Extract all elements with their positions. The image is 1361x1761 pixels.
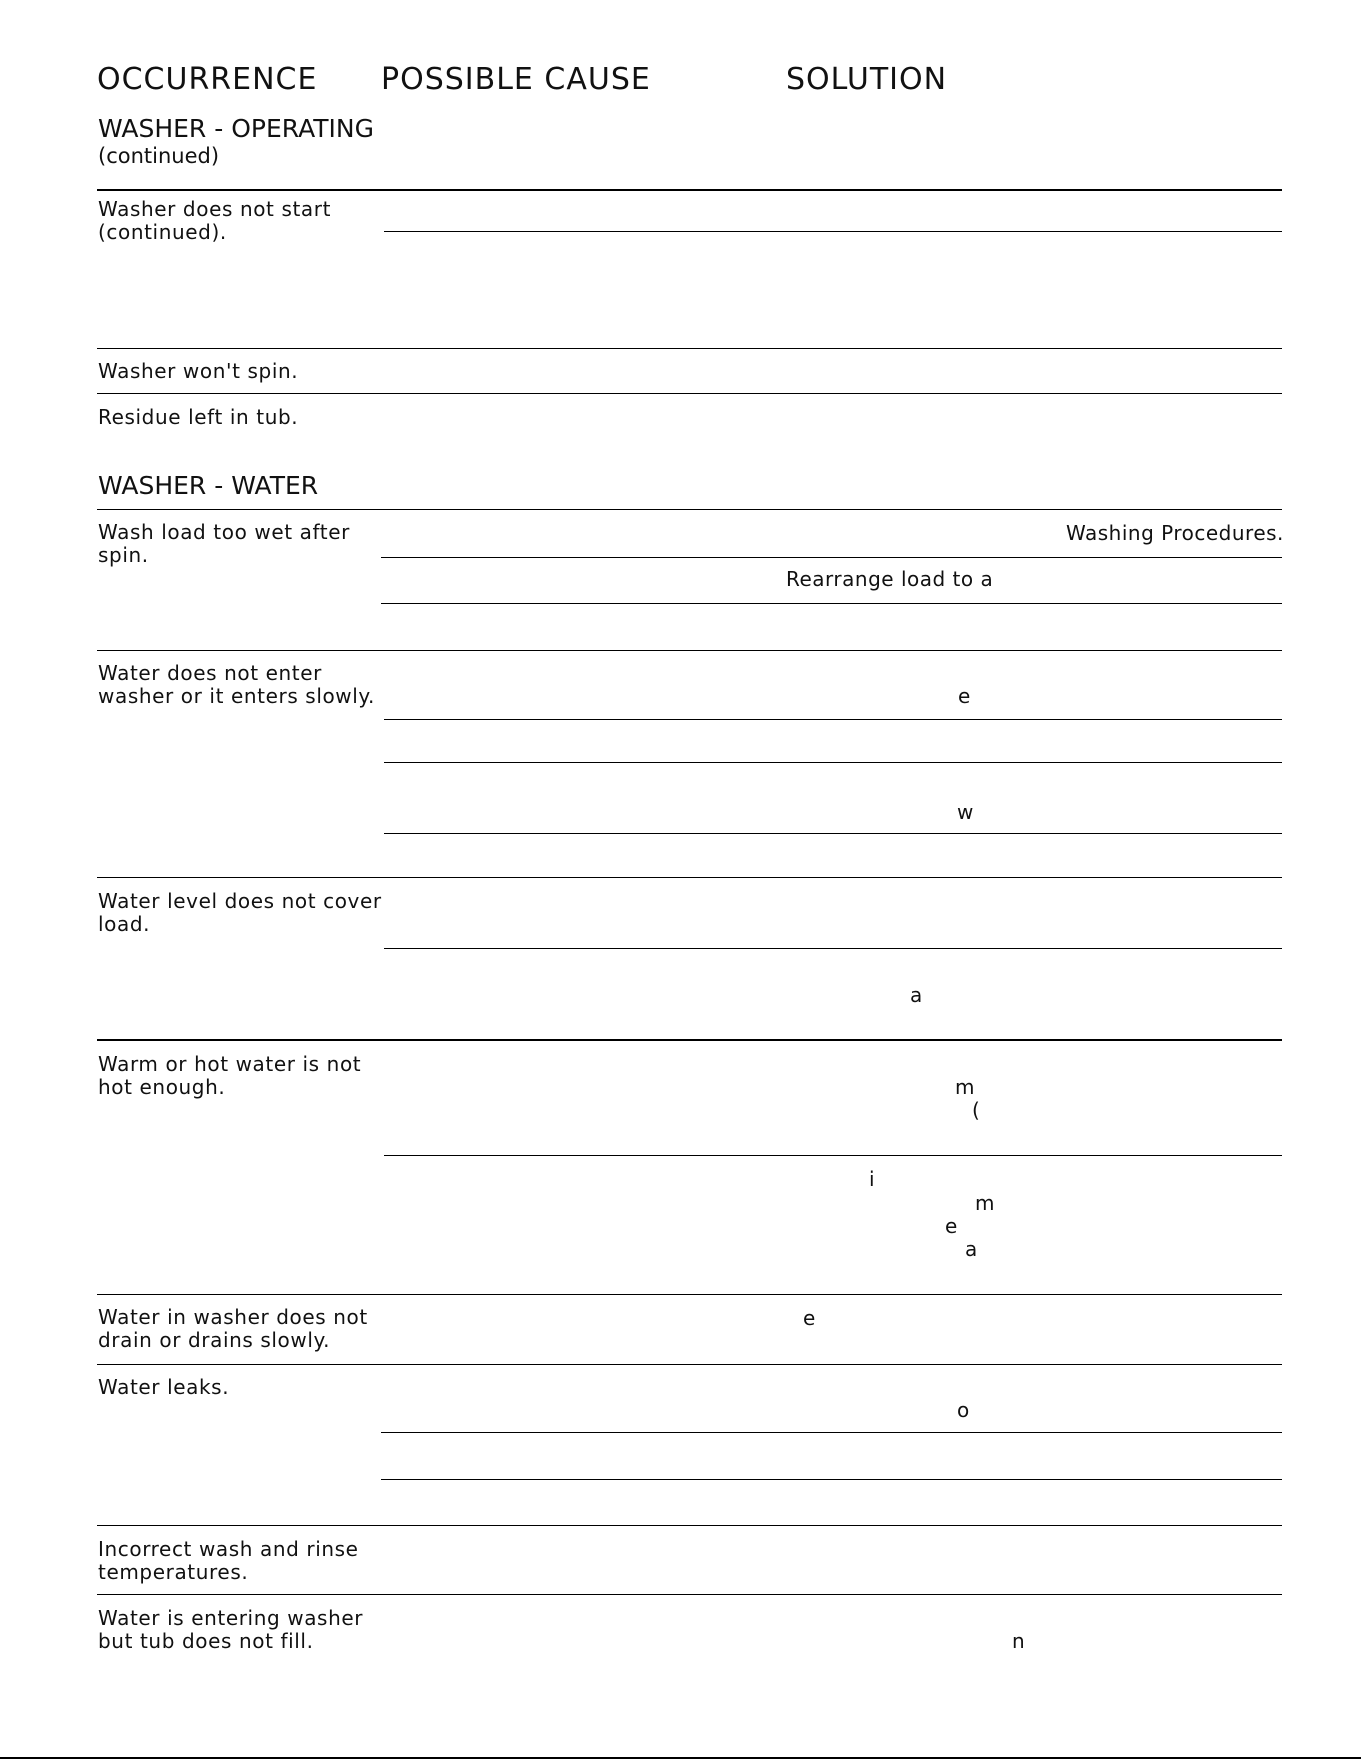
occurrence-line: Water does not enter (98, 661, 322, 685)
header-possible-cause: POSSIBLE CAUSE (381, 62, 651, 97)
solution-fragment: m (975, 1191, 995, 1215)
divider (97, 1525, 1282, 1526)
occurrence-too-wet (98, 521, 350, 567)
divider (384, 948, 1282, 949)
solution-text-rearrange: Rearrange load to a (786, 567, 994, 591)
divider (384, 762, 1282, 763)
occurrence-line: Water level does not cover (98, 889, 382, 913)
divider (381, 1432, 1282, 1433)
solution-fragment: e (945, 1214, 958, 1238)
divider (381, 603, 1282, 604)
divider (384, 231, 1282, 232)
occurrence-line: load. (98, 912, 151, 936)
occurrence-line: hot enough. (98, 1075, 226, 1099)
occurrence-not-start (98, 198, 331, 244)
occurrence-line: Wash load too wet after (98, 520, 350, 544)
divider (97, 509, 1282, 510)
section-subtitle-continued: (continued) (98, 144, 220, 168)
solution-fragment: i (869, 1167, 876, 1191)
divider (384, 719, 1282, 720)
divider (97, 650, 1282, 651)
divider (381, 557, 1282, 558)
divider (381, 1479, 1282, 1480)
divider (384, 833, 1282, 834)
occurrence-line: Warm or hot water is not (98, 1052, 362, 1076)
divider (97, 393, 1282, 394)
solution-fragment: e (803, 1306, 816, 1330)
occurrence-not-enter (98, 662, 375, 708)
occurrence-line: Water is entering washer (98, 1606, 364, 1630)
solution-fragment: e (958, 684, 971, 708)
occurrence-line: spin. (98, 543, 149, 567)
solution-fragment: m (955, 1075, 975, 1099)
occurrence-line: washer or it enters slowly. (98, 684, 375, 708)
occurrence-wont-spin: Washer won't spin. (98, 359, 299, 383)
solution-fragment: n (1012, 1629, 1026, 1653)
divider (97, 1364, 1282, 1365)
divider (97, 1594, 1282, 1595)
header-occurrence: OCCURRENCE (97, 62, 318, 97)
occurrence-line: (continued). (98, 220, 227, 244)
occurrence-temperatures (98, 1538, 359, 1584)
occurrence-line: Incorrect wash and rinse (98, 1537, 359, 1561)
occurrence-line: drain or drains slowly. (98, 1328, 331, 1352)
occurrence-water-level (98, 890, 382, 936)
solution-fragment: a (965, 1237, 978, 1261)
occurrence-warm-hot (98, 1053, 361, 1099)
divider (97, 189, 1282, 191)
occurrence-line: temperatures. (98, 1560, 249, 1584)
solution-fragment: o (957, 1398, 970, 1422)
occurrence-leaks: Water leaks. (98, 1375, 230, 1399)
divider (97, 348, 1282, 349)
header-solution: SOLUTION (786, 62, 948, 97)
occurrence-drain (98, 1306, 368, 1352)
solution-text-washing-procedures: Washing Procedures. (1066, 521, 1284, 545)
occurrence-residue: Residue left in tub. (98, 405, 299, 429)
divider (97, 1294, 1282, 1295)
solution-fragment: a (910, 983, 923, 1007)
divider (97, 877, 1282, 878)
occurrence-tub-not-fill (98, 1607, 363, 1653)
solution-fragment: w (957, 800, 974, 824)
occurrence-line: Washer does not start (98, 197, 332, 221)
divider (97, 1039, 1282, 1041)
occurrence-line: but tub does not fill. (98, 1629, 314, 1653)
page-bottom-border (0, 1757, 1361, 1759)
divider (384, 1155, 1282, 1156)
section-title-water: WASHER - WATER (98, 471, 319, 500)
section-title-operating: WASHER - OPERATING (98, 114, 374, 143)
solution-fragment: ( (972, 1098, 981, 1122)
occurrence-line: Water in washer does not (98, 1305, 368, 1329)
